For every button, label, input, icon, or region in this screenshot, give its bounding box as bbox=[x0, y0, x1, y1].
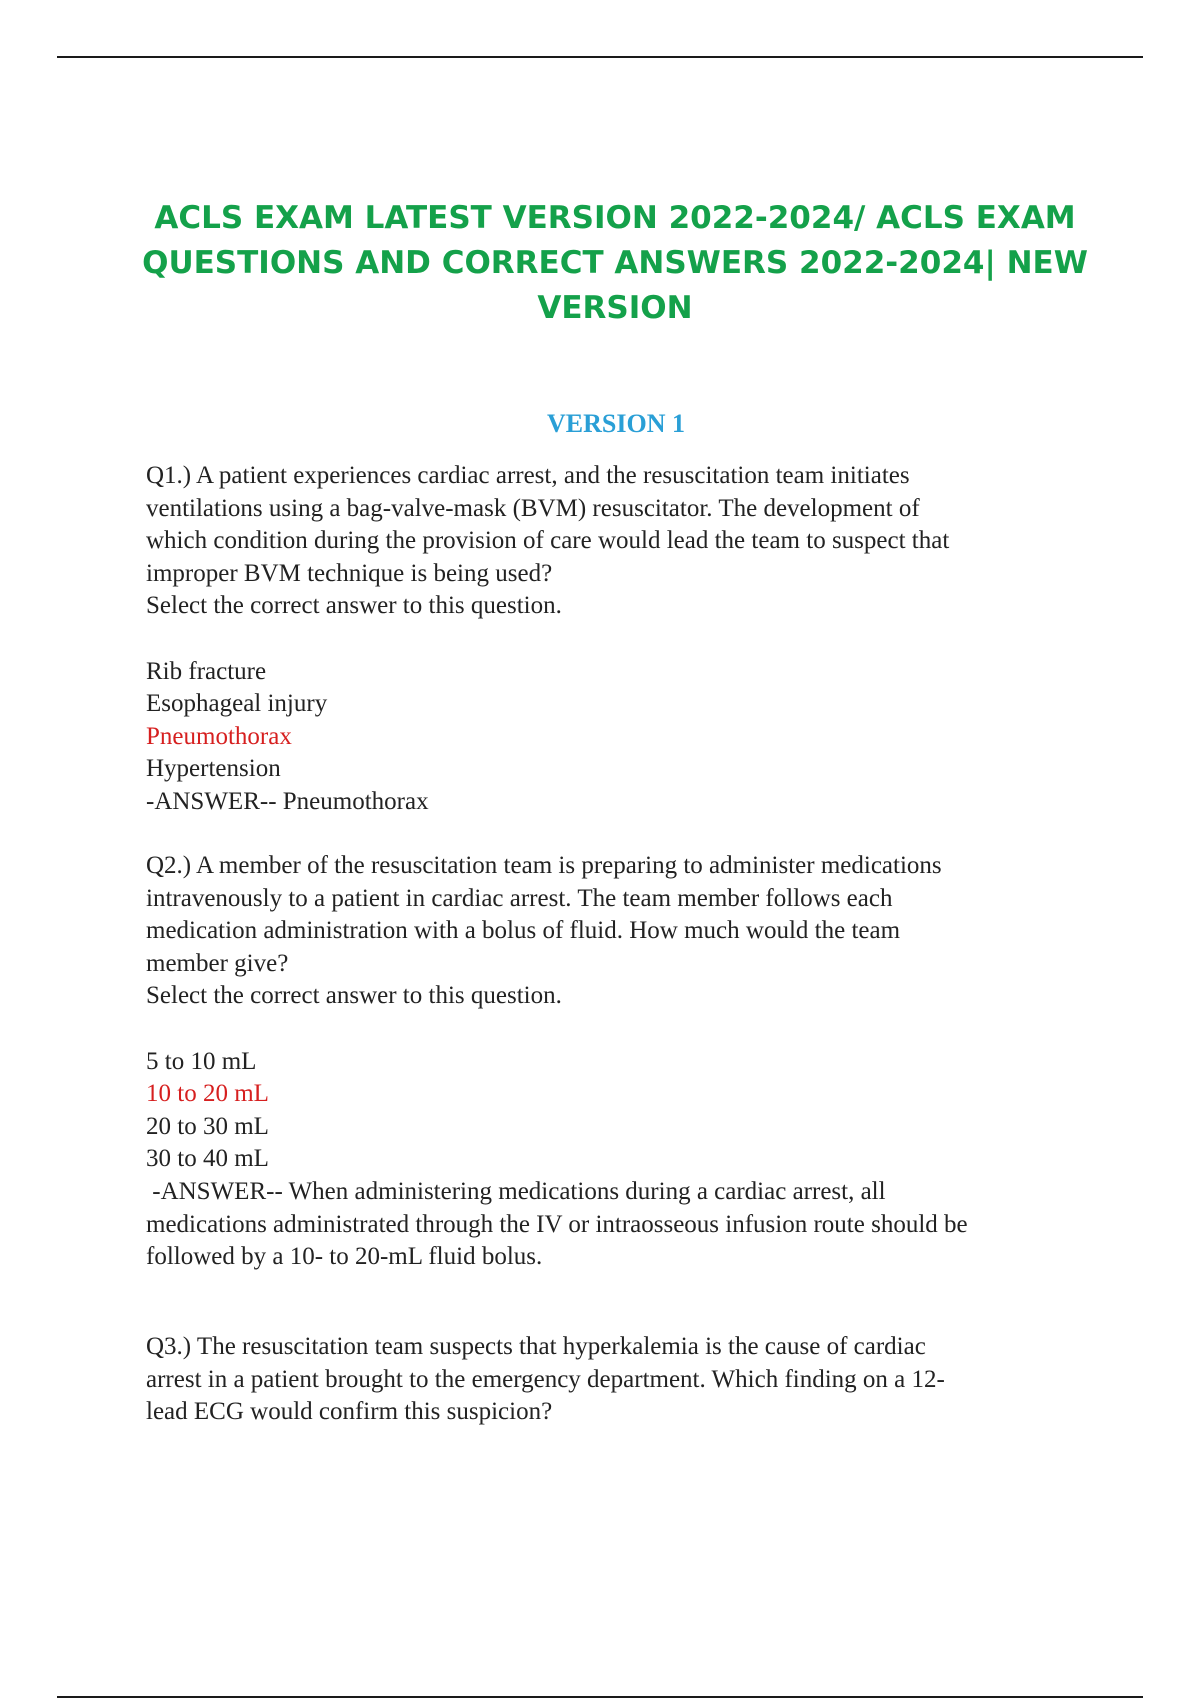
answer-option-correct: 10 to 20 mL bbox=[146, 1080, 269, 1108]
answer-option: 20 to 30 mL bbox=[146, 1112, 269, 1140]
answer-option: 5 to 10 mL bbox=[146, 1047, 257, 1075]
question-2 bbox=[146, 850, 1096, 1274]
answer-option: Hypertension bbox=[146, 755, 281, 783]
answer-option-correct: Pneumothorax bbox=[146, 722, 292, 750]
title-line: QUESTIONS AND CORRECT ANSWERS 2022-2024| NEW bbox=[142, 245, 1088, 281]
question-text-line: ventilations using a bag-valve-mask (BVM) resuscitator. The development of bbox=[146, 494, 920, 522]
top-rule bbox=[57, 56, 1143, 58]
answer-explanation: medications administrated through the IV or intraosseous infusion route should be bbox=[146, 1210, 968, 1238]
question-text-line: improper BVM technique is being used? bbox=[146, 559, 553, 587]
version-heading: VERSION 1 bbox=[547, 409, 685, 438]
answer-option: Esophageal injury bbox=[146, 690, 328, 718]
question-text-line: medication administration with a bolus of fluid. How much would the team bbox=[146, 917, 901, 945]
document-title bbox=[120, 196, 1110, 331]
question-text-line: lead ECG would confirm this suspicion? bbox=[146, 1398, 553, 1426]
question-1 bbox=[146, 460, 1096, 819]
question-3 bbox=[146, 1331, 1096, 1429]
bottom-rule bbox=[57, 1696, 1143, 1698]
question-instruction: Select the correct answer to this question. bbox=[146, 592, 562, 620]
answer-explanation: -ANSWER-- Pneumothorax bbox=[146, 787, 429, 815]
question-instruction: Select the correct answer to this question. bbox=[146, 982, 562, 1010]
question-text-line: Q1.) A patient experiences cardiac arrest, and the resuscitation team initiates bbox=[146, 462, 910, 489]
answer-option: Rib fracture bbox=[146, 657, 267, 685]
question-text-line: Q3.) The resuscitation team suspects that hyperkalemia is the cause of cardiac bbox=[146, 1333, 926, 1360]
title-line: ACLS EXAM LATEST VERSION 2022-2024/ ACLS EXAM bbox=[154, 200, 1076, 236]
question-text-line: intravenously to a patient in cardiac arrest. The team member follows each bbox=[146, 884, 893, 912]
question-text-line: arrest in a patient brought to the emergency department. Which finding on a 12- bbox=[146, 1365, 945, 1393]
question-text-line: Q2.) A member of the resuscitation team is preparing to administer medications bbox=[146, 852, 942, 879]
question-text-line: member give? bbox=[146, 949, 289, 977]
answer-option: 30 to 40 mL bbox=[146, 1145, 269, 1173]
title-line: VERSION bbox=[537, 290, 693, 326]
answer-explanation: followed by a 10- to 20-mL fluid bolus. bbox=[146, 1243, 543, 1271]
question-text-line: which condition during the provision of care would lead the team to suspect that bbox=[146, 527, 950, 555]
answer-explanation: -ANSWER-- When administering medications during a cardiac arrest, all bbox=[146, 1177, 886, 1205]
